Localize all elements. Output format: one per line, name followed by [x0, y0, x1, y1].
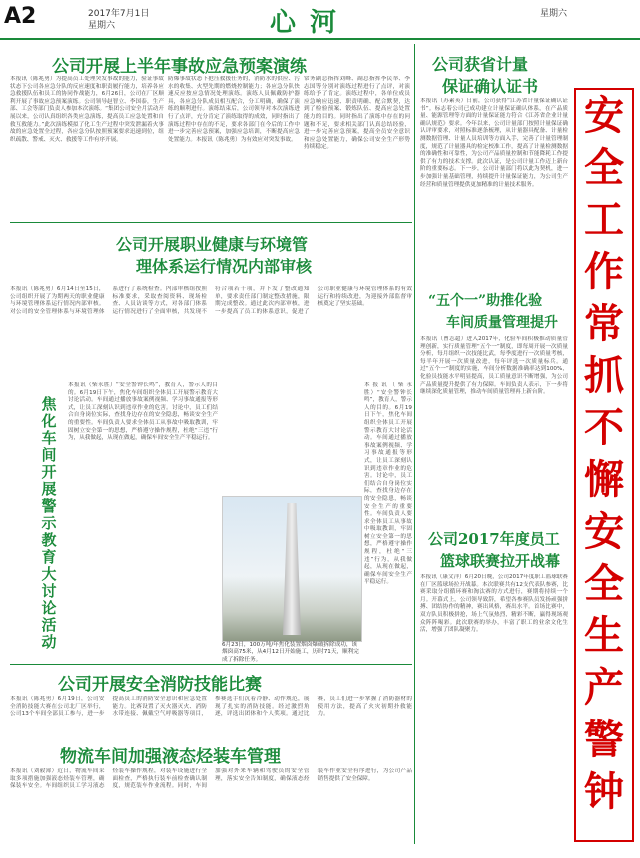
- masthead: [0, 0, 640, 40]
- article-2-title-line-1: 公司获省计量: [432, 55, 529, 74]
- article-7-title: 公司开展安全消防技能比赛: [58, 675, 262, 695]
- article-3-title-line-2: 理体系运行情况内部审核: [136, 257, 313, 276]
- slogan-char: 不: [584, 404, 624, 451]
- article-2-body: 本报讯（苏素英）日前，公司获得“江苏省计量保证确认证书”。标志着公司已成功建立计量保证确认体系，在产品质量、能源管理等方面的计量保证能力符合《江苏省企业计量确认规范》要求。今年以来，公司计量部门按照计量保证确认评审要求，对照标准逐条梳理，从计量器具配备、计量检测数据管理、计量人员培训等方面入手，完善了计量管理制度，规范了计量器具的检定校准工作，提高了计量检测数据的准确性和可靠性，为公司产品质量控制和节能降耗工作提供了有力的技术支撑。此次认证，是公司计量工作迈上新台阶的重要标志。下一步，公司计量部门将以此为契机，进一步加强计量基础管理，持续提升计量保证能力，为公司生产经营和质量管理提供更加精准的计量技术服务。: [420, 98, 568, 188]
- slogan-char: 工: [584, 196, 624, 243]
- article-6-body: 本报讯（康文洋）6月20日晚，公司2017年度职工篮球联赛在厂区篮球场拉开战幕。本次联赛共有12支代表队参赛，比赛采取分组循环赛和淘汰赛的方式进行，赛期将持续一个月。开幕式上，公司领导致辞，希望各参赛队员发扬顽强拼搏、团结协作的精神，赛出风格，赛出水平。首场比赛中，双方队员积极拼抢，场上气氛热烈，精彩不断，赢得现场观众阵阵喝彩。此次联赛的举办，丰富了职工的业余文化生活，增强了团队凝聚力。: [420, 574, 568, 634]
- article-3-title-line-1: 公司开展职业健康与环境管: [116, 235, 309, 254]
- page-number: A2: [4, 4, 37, 29]
- article-1-col-2: 防爆事故状态下抢压救援任务的，消防水的供应、污水的收集、火型先期的燃烧控制能力；各应急分队快速反应按应急情况处理演练。演练人员佩戴防护器具，各应急分队成员相互配合，分工明确，确保了演练的顺利进行。演练结束后，公司领导对本次演练进行了点评，充分肯定了演练取得的成效，同时指出了演练过程中存在的不足，要求各部门在今后的工作中进一步完善应急预案，加强应急培训，不断提高应急处置能力。本报讯（陈兆勇）为有效应对突发事故。: [168, 76, 300, 143]
- article-1-title: 公司开展上半年事故应急预案演练: [52, 57, 307, 77]
- chimney-photo: [222, 496, 362, 642]
- slogan-char: 安: [584, 92, 624, 139]
- slogan-char: 抓: [584, 352, 624, 399]
- slogan-char: 常: [584, 300, 624, 347]
- article-8-title: 物流车间加强液态烃装车管理: [60, 747, 281, 767]
- article-4-vertical-title: 焦化车间开展警示教育大讨论活动: [41, 395, 57, 651]
- article-1-col-3: 常务副总指挥刘峰、副总指挥李民举、李志国等分别对演练过程进行了点评，对演练给予了肯定。演练过程中，各单位成员应急响应迅速、职责明确、配合默契，达到了检验预案、锻炼队伍、提高应急处置能力的目的。同时指出了演练中存在的问题和不足，要求相关部门认真总结经验，进一步完善应急预案，提高全员安全意识和应急处置能力，确保公司安全生产形势持续稳定。: [304, 76, 410, 151]
- photo-caption: 6月23日，100万吨/年焦化装置烟囱爆破拆除成功，该烟囱高75米，从4月12日开始施工，历时71天，顺利完成了拆除任务。: [222, 642, 359, 663]
- article-7-body: 本报讯（陈兆勇）6月19日，公司安全消防技能大赛在公司北厂区举行，公司13个车间全部员工参与，进一步提高员工的消防安全意识和应急处置能力。比赛设置了灭火器灭火、消防水带连接、佩戴空气呼吸器等项目，参赛选手们沉着冷静、动作规范，展现了扎实的消防技能。经过激烈角逐，评选出团体和个人奖项。通过比赛，员工们进一步掌握了消防器材的使用方法，提高了火灾初期扑救能力。: [10, 696, 412, 718]
- edition-label: 星期六: [540, 9, 568, 19]
- article-2-title-line-2: 保证确认证书: [442, 77, 539, 96]
- article-8-body: 本报讯（刘毅簿）近日，物流车间采取多项措施加强液态烃装车管理，确保装车安全。车间组织员工学习液态烃装车操作规程，对装车设施进行全面检查，严格执行装车前检查确认制度，规范装车作业流程。同时，车间加强对外来车辆和驾驶员的安全管理，落实安全告知制度，确保液态烃装车作业安全有序进行，为公司产品销售提供了安全保障。: [10, 768, 412, 790]
- section-rule: [10, 222, 412, 223]
- article-5-body: 本报讯（曹志超）进入2017年，化验车间积极推动质量管理创新，实行质量管理“五个一”制度，即每周开展一次质量分析，每月组织一次技能比武，每季度进行一次质量考核，每半年开展一次质量改进，每年评选一次质量标兵。通过“五个一”制度的实施，车间分析数据准确率达到100%，化验员技能水平明显提高，员工质量意识不断增强，为公司产品质量提升提供了有力保障。车间负责人表示，下一步将继续深化质量管理，推动车间质量管理再上新台阶。: [420, 336, 568, 396]
- slogan-char: 安: [584, 508, 624, 555]
- newspaper-brand: 心河: [270, 8, 351, 38]
- column-rule: [414, 44, 415, 844]
- slogan-char: 作: [584, 248, 624, 295]
- chimney-shape: [283, 503, 301, 635]
- article-3-body: 本报讯（陈兆勇）6月14日至15日，公司组织开展了为期两天的职业健康与环境管理体系运行情况内部审核。对公司的安全管理体系与环境管理体系进行了系统检查。内部审核组按照标准要求，采取查阅资料、现场检查、人员访谈等方式，对各部门体系运行情况进行了全面审核，共发现不符合项若干项，并下发了整改通知单，要求责任部门制定整改措施，限期完成整改。通过此次内部审核，进一步提高了员工的体系意识，促进了公司职业健康与环境管理体系的有效运行和持续改进，为迎接外部监督审核奠定了坚实基础。: [10, 286, 412, 315]
- slogan-char: 懈: [584, 456, 624, 503]
- article-6-title-line-1: 公司2017年度员工: [428, 530, 560, 548]
- section-rule-2: [10, 664, 412, 665]
- slogan-char: 全: [584, 144, 624, 191]
- issue-date: 2017年7月1日: [88, 9, 150, 19]
- slogan-char: 产: [584, 664, 624, 711]
- slogan-char: 生: [584, 612, 624, 659]
- slogan-char: 钟: [584, 768, 624, 815]
- safety-slogan-banner: [574, 88, 634, 842]
- header-rule: [0, 38, 640, 40]
- article-4-continued: 本报讯（柴永胜）“安全警钟长鸣”，教育人，警示人的目的。6月19日下午，焦化车间组织全体员工开展警示教育大讨论活动。车间通过播放事故案例视频、学习事故通报等形式，让员工深刻认识到违章作业的危害。讨论中，员工们结合自身岗位实际，查找身边存在的安全隐患，畅谈安全生产的重要性。车间负责人要求全体员工从事故中吸取教训，牢固树立安全第一的思想，严格遵守操作规程，杜绝“三违”行为，从我做起，从现在做起，确保车间安全生产平稳运行。: [364, 382, 412, 586]
- slogan-char: 全: [584, 560, 624, 607]
- article-6-title-line-2: 篮球联赛拉开战幕: [440, 552, 561, 570]
- slogan-char: 警: [584, 716, 624, 763]
- article-4-body: 本报讯（柴永胜）“安全警钟长鸣”，教育人，警示人的目的。6月19日下午，焦化车间组织全体员工开展警示教育大讨论活动。车间通过播放事故案例视频、学习事故通报等形式，让员工深刻认识到违章作业的危害。讨论中，员工们结合自身岗位实际，查找身边存在的安全隐患，畅谈安全生产的重要性。车间负责人要求全体员工从事故中吸取教训，牢固树立安全第一的思想，严格遵守操作规程，杜绝“三违”行为，从我做起，从现在做起，确保车间安全生产平稳运行。: [68, 382, 218, 442]
- article-1-col-1: 本报讯（陈兆勇）为提高员工处理突发事故的能力，验证事故状态下公司各应急分队的反应速度和职责履行能力，培养各应急救援队伍和员工的协同作战能力，6月26日，公司在厂区顺利开展了事故应急预案演练。公司领导赵智立、李国泰，生产部、工会等部门负责人参加本次演练。“集团公司安全月活动开展以来，公司认真组织各类应急演练，提高员工应急处置和自救互救能力。”此次演练模拟了化工生产过程中突发泄漏着火事故的应急处置全过程，各应急分队按照预案要求迅速到位，组织疏散、警戒、灭火、救援等工作有序开展。: [10, 76, 164, 143]
- article-5-title-line-1: “五个一”助推化验: [428, 293, 543, 309]
- article-5-title-line-2: 车间质量管理提升: [446, 315, 558, 331]
- issue-weekday: 星期六: [88, 21, 116, 31]
